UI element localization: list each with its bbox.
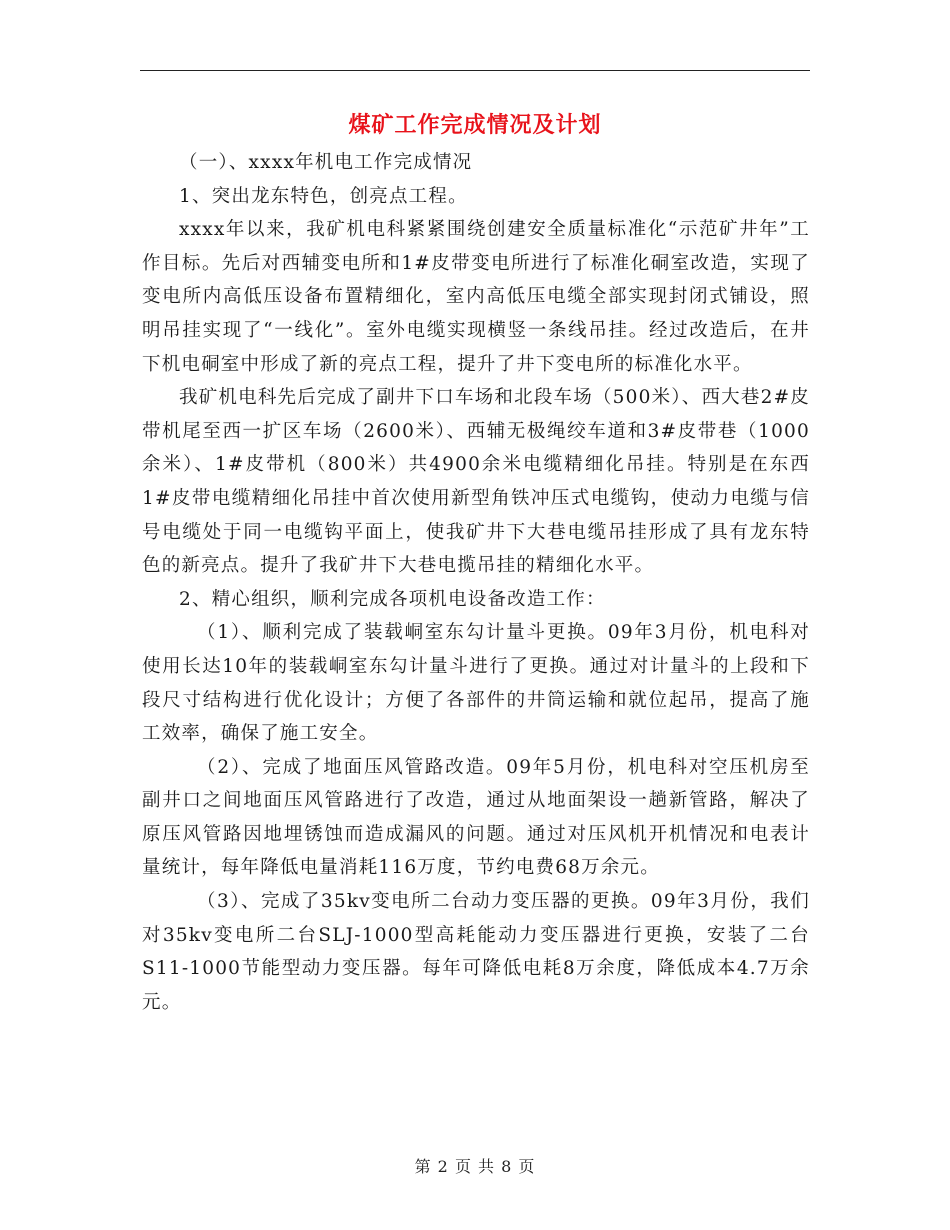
page-footer: 第 2 页 共 8 页 — [414, 1157, 536, 1176]
body-paragraph: 我矿机电科先后完成了副井下口车场和北段车场（500米）、西大巷2#皮带机尾至西一扩区车场（2600米）、西辅无极绳绞车道和3#皮带巷（1000余米）、1#皮带机（800米）共4900余米电缆精细化吊挂。特别是在东西1#皮带电缆精细化吊挂中首次使用新型角铁冲压式电缆钩，使动力电缆与信号电缆处于同一电缆钩平面上，使我矿井下大巷电缆吊挂形成了具有龙东特色的新亮点。提升了我矿井下大巷电揽吊挂的精细化水平。 — [142, 387, 810, 577]
subsection-heading: 2、精心组织，顺利完成各项机电设备改造工作： — [179, 588, 606, 610]
header-rule — [140, 70, 810, 71]
list-item-paragraph: （3）、完成了35kv变电所二台动力变压器的更换。09年3月份，我们对35kv变电所二台SLJ-1000型高耗能动力变压器进行更换，安装了二台S11-1000节能型动力变压器。每年可降低电耗8万余度，降低成本4.7万余元。 — [142, 891, 810, 1013]
list-item-paragraph: （2）、完成了地面压风管路改造。09年5月份，机电科对空压机房至副井口之间地面压风管路进行了改造，通过从地面架设一趟新管路，解决了原压风管路因地埋锈蚀而造成漏风的问题。通过对压风机开机情况和电表计量统计，每年降低电量消耗116万度，节约电费68万余元。 — [142, 756, 810, 879]
list-item-paragraph: （1）、顺利完成了装载峒室东勾计量斗更换。09年3月份，机电科对使用长达10年的装载峒室东勾计量斗进行了更换。通过对计量斗的上段和下段尺寸结构进行优化设计；方便了各部件的井筒运输和就位起吊，提高了施工效率，确保了施工安全。 — [142, 622, 810, 745]
body-paragraph: xxxx年以来，我矿机电科紧紧围绕创建安全质量标准化“示范矿井年”工作目标。先后对西辅变电所和1#皮带变电所进行了标准化硐室改造，实现了变电所内高低压设备布置精细化，室内高低压电缆全部实现封闭式铺设，照明吊挂实现了“一线化”。室外电缆实现横竖一条线吊挂。经过改造后，在井下机电硐室中形成了新的亮点工程，提升了井下变电所的标准化水平。 — [142, 219, 810, 375]
subsection-heading: 1、突出龙东特色，创亮点工程。 — [179, 185, 468, 207]
document-title: 煤矿工作完成情况及计划 — [348, 112, 602, 138]
section-heading: （一）、xxxx年机电工作完成情况 — [179, 152, 473, 173]
document-body — [142, 146, 810, 1019]
